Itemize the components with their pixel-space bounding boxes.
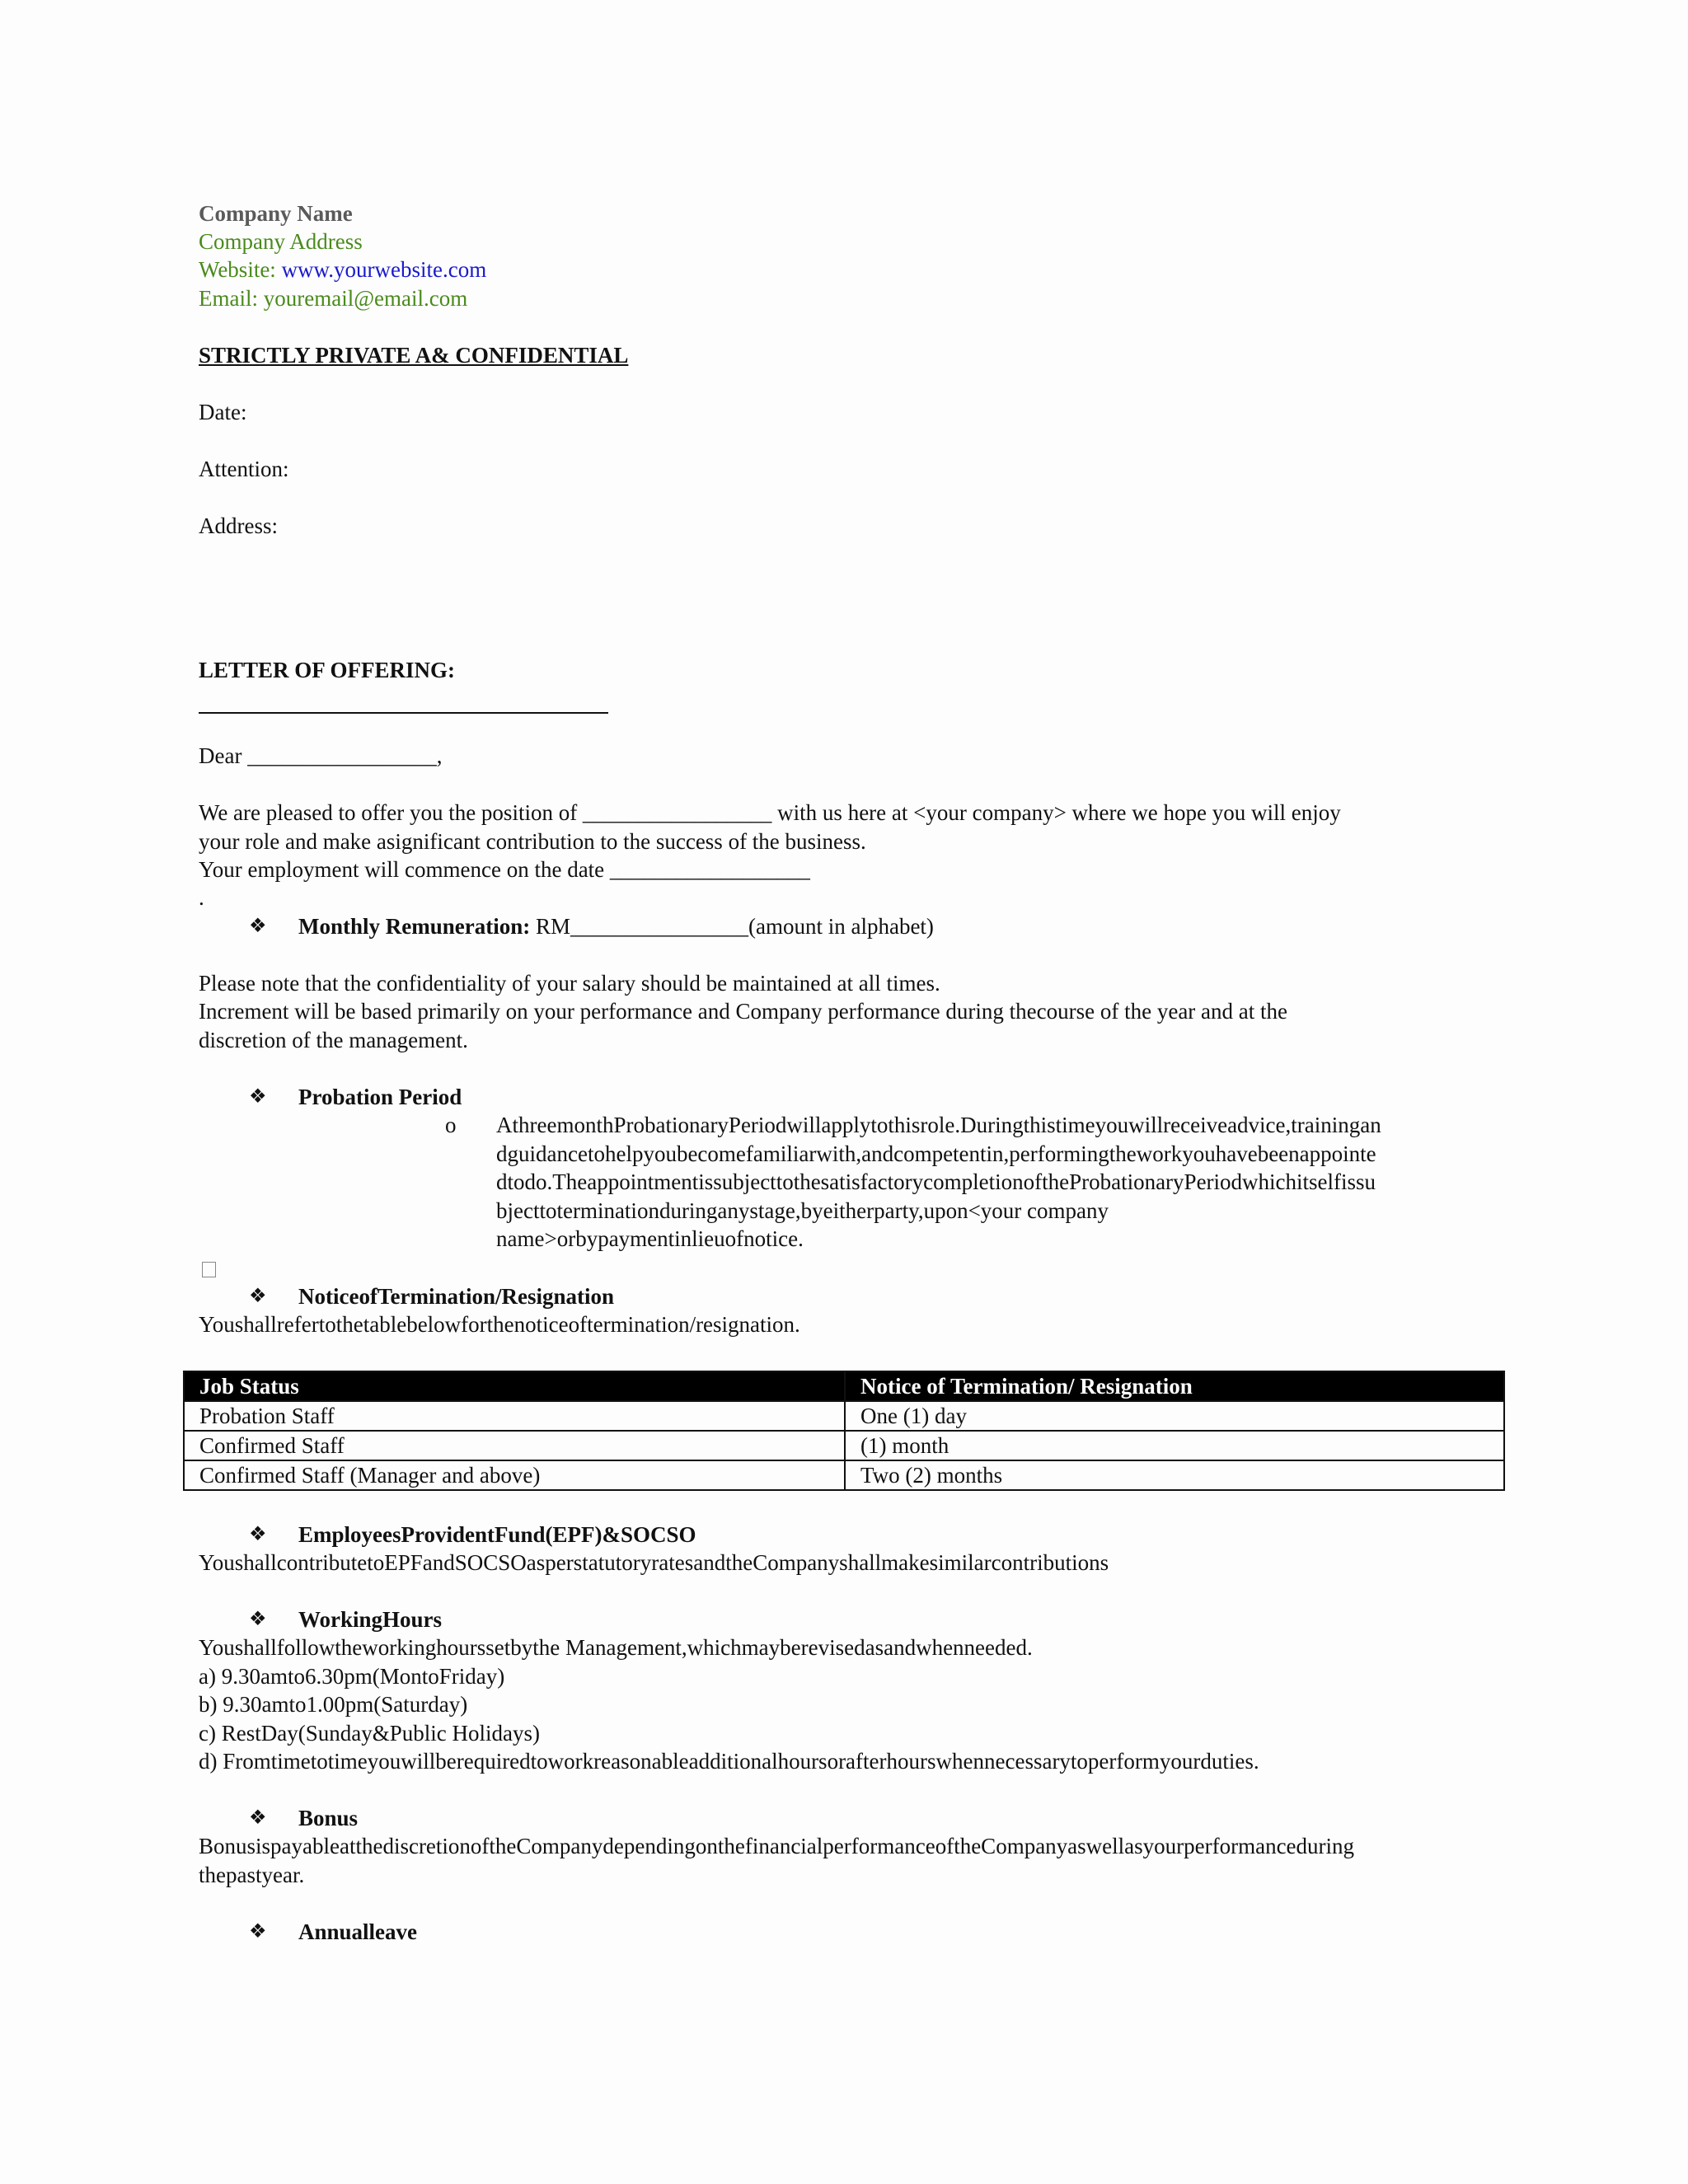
bullet-icon: ❖ xyxy=(249,916,267,937)
working-hours-intro: Youshallfollowtheworkinghourssetbythe Management,whichmayberevisedasandwhenneeded. xyxy=(199,1635,1033,1660)
bullet-icon: ❖ xyxy=(249,1286,267,1307)
table-header-cell: Notice of Termination/ Resignation xyxy=(845,1371,1504,1401)
probation-heading: Probation Period xyxy=(298,1085,462,1109)
remuneration-label: Monthly Remuneration: xyxy=(298,914,531,939)
epf-heading: EmployeesProvidentFund(EPF)&SOCSO xyxy=(298,1522,696,1547)
table-row xyxy=(184,1431,1504,1460)
table-cell: One (1) day xyxy=(845,1401,1504,1431)
bullet-icon: ❖ xyxy=(249,1921,267,1943)
bonus-text-line-2: thepastyear. xyxy=(199,1863,305,1887)
website-label: Website: xyxy=(199,257,282,282)
salary-note-line-3: discretion of the management. xyxy=(199,1028,468,1052)
company-name: Company Name xyxy=(199,201,353,226)
working-hours-item: c) RestDay(Sunday&Public Holidays) xyxy=(199,1721,540,1746)
probation-line: dguidancetohelpyoubecomefamiliarwith,andcompetentin,performingtheworkyouhavebeenappointe xyxy=(496,1141,1376,1166)
letter-title: LETTER OF OFFERING: xyxy=(199,658,456,682)
website-link[interactable]: www.yourwebsite.com xyxy=(281,257,487,282)
intro-dot: . xyxy=(199,885,204,910)
working-hours-item: d) Fromtimetotimeyouwillberequiredtoworkreasonableadditionalhoursorafterhourswhennecessarytoperformyourduties. xyxy=(199,1749,1259,1774)
probation-line: bjecttoterminationduringanystage,byeitherparty,upon<your company xyxy=(496,1197,1109,1223)
table-row xyxy=(184,1460,1504,1490)
bonus-heading: Bonus xyxy=(298,1806,359,1830)
circle-bullet-icon: o xyxy=(445,1113,457,1137)
bullet-icon: ❖ xyxy=(249,1524,267,1545)
intro-line-3: Your employment will commence on the date __________________ xyxy=(199,857,810,882)
table-cell: Confirmed Staff xyxy=(184,1431,845,1460)
checkbox-icon xyxy=(202,1262,216,1277)
working-hours-item: a) 9.30amto6.30pm(MontoFriday) xyxy=(199,1664,505,1689)
annual-leave-heading: Annualleave xyxy=(298,1919,418,1944)
probation-line: name>orbypaymentinlieuofnotice. xyxy=(496,1226,804,1251)
salary-note-line-1: Please note that the confidentiality of your salary should be maintained at all times. xyxy=(199,971,940,996)
company-address: Company Address xyxy=(199,229,363,254)
attention-field: Attention: xyxy=(199,457,289,481)
date-field: Date: xyxy=(199,400,247,424)
table-header-row xyxy=(184,1371,1504,1401)
table-row xyxy=(184,1401,1504,1431)
remuneration-value: RM________________(amount in alphabet) xyxy=(530,914,934,939)
bullet-icon: ❖ xyxy=(249,1807,267,1829)
table-cell: (1) month xyxy=(845,1431,1504,1460)
notice-table xyxy=(183,1371,1505,1491)
bonus-text-line-1: BonusispayableatthediscretionoftheCompanydependingonthefinancialperformanceoftheCompanyaswellasyourperformanceduring xyxy=(199,1834,1355,1858)
title-underline xyxy=(199,712,608,714)
working-hours-item: b) 9.30amto1.00pm(Saturday) xyxy=(199,1692,468,1717)
table-cell: Probation Staff xyxy=(184,1401,845,1431)
intro-line-1: We are pleased to offer you the position of _________________ with us here at <your company> where we hope you will enjoy xyxy=(199,800,1341,825)
salutation: Dear _________________, xyxy=(199,743,443,768)
table-cell: Two (2) months xyxy=(845,1460,1504,1490)
table-cell: Confirmed Staff (Manager and above) xyxy=(184,1460,845,1490)
epf-text: YoushallcontributetoEPFandSOCSOasperstatutoryratesandtheCompanyshallmakesimilarcontributions xyxy=(199,1550,1109,1575)
address-field: Address: xyxy=(199,513,278,538)
intro-line-2: your role and make asignificant contribution to the success of the business. xyxy=(199,829,866,854)
confidential-heading: STRICTLY PRIVATE A& CONFIDENTIAL xyxy=(199,343,629,368)
email-line: Email: youremail@email.com xyxy=(199,286,468,311)
termination-heading: NoticeofTermination/Resignation xyxy=(298,1284,614,1309)
table-header-cell: Job Status xyxy=(184,1371,845,1401)
website-line xyxy=(199,255,486,284)
bullet-icon: ❖ xyxy=(249,1609,267,1630)
remuneration-line xyxy=(298,912,934,940)
probation-line: dtodo.TheappointmentissubjecttothesatisfactorycompletionoftheProbationaryPeriodwhichitselfissu xyxy=(496,1169,1376,1194)
salary-note-line-2: Increment will be based primarily on your performance and Company performance during thecourse of the year and at the xyxy=(199,999,1287,1024)
working-hours-heading: WorkingHours xyxy=(298,1607,443,1632)
termination-text: Youshallrefertothetablebelowforthenoticeoftermination/resignation. xyxy=(199,1312,800,1337)
probation-text xyxy=(496,1111,1485,1254)
bullet-icon: ❖ xyxy=(249,1086,267,1108)
probation-line: AthreemonthProbationaryPeriodwillapplytothisrole.Duringthistimeyouwillreceiveadvice,trainingan xyxy=(496,1113,1381,1137)
